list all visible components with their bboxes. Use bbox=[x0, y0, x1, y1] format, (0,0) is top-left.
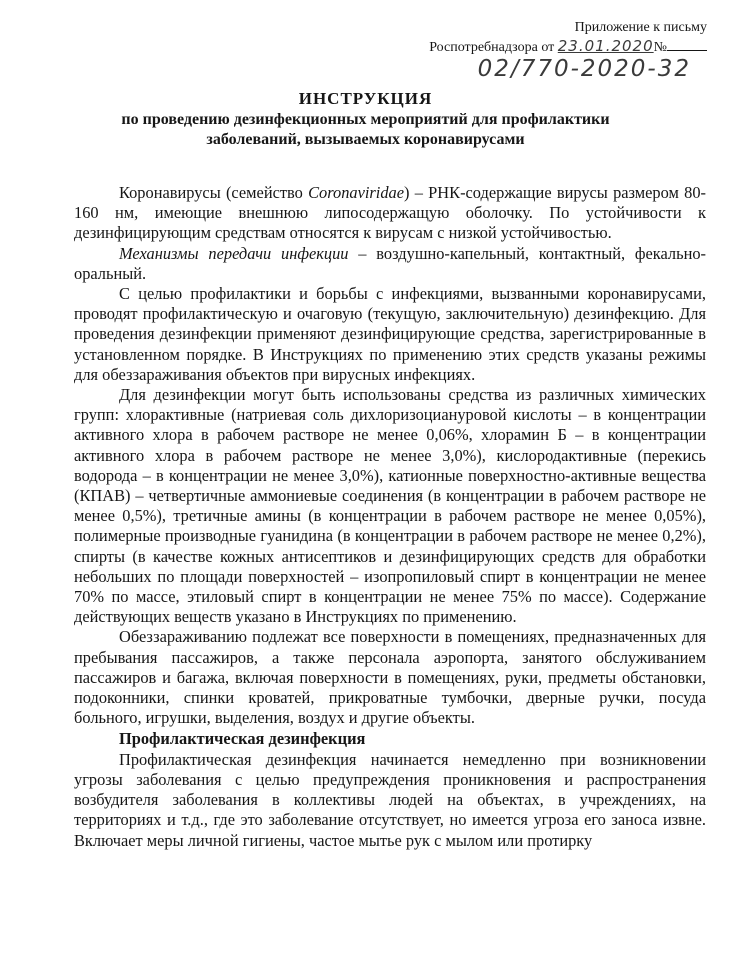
paragraph-disinfection-objects: Обеззараживанию подлежат все поверхности в помещениях, предназначенных для пребывания пассажиров, а также персонала аэропорта, занятого обслуживанием пассажиров и багажа, включая поверхности в помещениях, руки, предметы обстановки, подоконники, спинки кроватей, прикроватные тумбочки, дверные ручки, посуда больного, игрушки, выделения, воздух и другие объекты. bbox=[74, 627, 706, 728]
p1-text-b: ) – РНК-содержащие вирусы размером 80-160 нм, имеющие внешнюю липосодержащую оболочку. По устойчивости к дезинфицирующим средствам относятся к вирусам с низкой устойчивостью. bbox=[74, 183, 706, 243]
handwritten-letter-number: 02/770-2020-32 bbox=[477, 56, 691, 82]
paragraph-transmission bbox=[74, 244, 706, 284]
section-heading-preventive: Профилактическая дезинфекция bbox=[119, 729, 366, 749]
document-subtitle-line-2: заболеваний, вызываемых коронавирусами bbox=[206, 131, 525, 148]
number-blank-line bbox=[667, 38, 707, 51]
paragraph-chemical-groups: Для дезинфекции могут быть использованы средства из различных химических групп: хлорактивные (натриевая соль дихлоризоциануровой кислоты – в концентрации активного хлора в рабочем растворе не менее 0,06%, хлорамин Б – в концентрации активного хлора в рабочем растворе не менее 3,0%), кислородактивные (перекись водорода – в концентрации не менее 3,0%), катионные поверхностно-активные вещества (КПАВ) – четвертичные аммониевые соединения (в концентрации в рабочем растворе не менее 0,5%), третичные амины (в концентрации в рабочем растворе не менее 0,05%), полимерные производные гуанидина (в концентрации в рабочем растворе не менее 0,2%), спирты (в качестве кожных антисептиков и дезинфицирующих средств для обработки небольших по площади поверхностей – изопропиловый спирт в концентрации не менее 70% по массе, этиловый спирт в концентрации не менее 75% по массе). Содержание действующих веществ указано в Инструкциях по применению. bbox=[74, 385, 706, 627]
paragraph-prevention: С целью профилактики и борьбы с инфекциями, вызванными коронавирусами, проводят профилактическую и очаговую (текущую, заключительную) дезинфекцию. Для проведения дезинфекции применяют дезинфицирующие средства, зарегистрированные в установленном порядке. В Инструкциях по применению этих средств указаны режимы для обеззараживания объектов при вирусных инфекциях. bbox=[74, 284, 706, 384]
title-block bbox=[0, 88, 731, 150]
p2-italic-term: Механизмы передачи инфекции bbox=[119, 243, 349, 263]
appendix-line-1: Приложение к письму bbox=[574, 20, 707, 35]
appendix-line-2-text: Роспотребнадзора от bbox=[429, 40, 555, 55]
appendix-line-2 bbox=[429, 37, 707, 57]
appendix-note bbox=[429, 18, 707, 57]
p1-italic-term: Coronaviridae bbox=[308, 183, 405, 202]
document-subtitle-line-1: по проведению дезинфекционных мероприятий для профилактики bbox=[121, 111, 610, 128]
p2-text: – воздушно-капельный, контактный, фекально-оральный. bbox=[74, 243, 706, 283]
paragraph-preventive: Профилактическая дезинфекция начинается немедленно при возникновении угрозы заболевания с целью предупреждения проникновения и распространения возбудителя заболевания в коллективы людей на объектах, в учреждениях, на территориях и т.д., где это заболевание отсутствует, но имеется угроза его заноса извне. Включает меры личной гигиены, частое мытье рук с мылом или протирку bbox=[74, 749, 706, 850]
p1-text-a: Коронавирусы (семейство bbox=[119, 183, 309, 202]
number-sign: № bbox=[653, 40, 667, 55]
paragraph-coronaviruses bbox=[74, 183, 706, 244]
document-body bbox=[74, 183, 706, 851]
handwritten-date: 23.01.2020 bbox=[557, 37, 654, 55]
document-title: ИНСТРУКЦИЯ bbox=[298, 89, 433, 108]
